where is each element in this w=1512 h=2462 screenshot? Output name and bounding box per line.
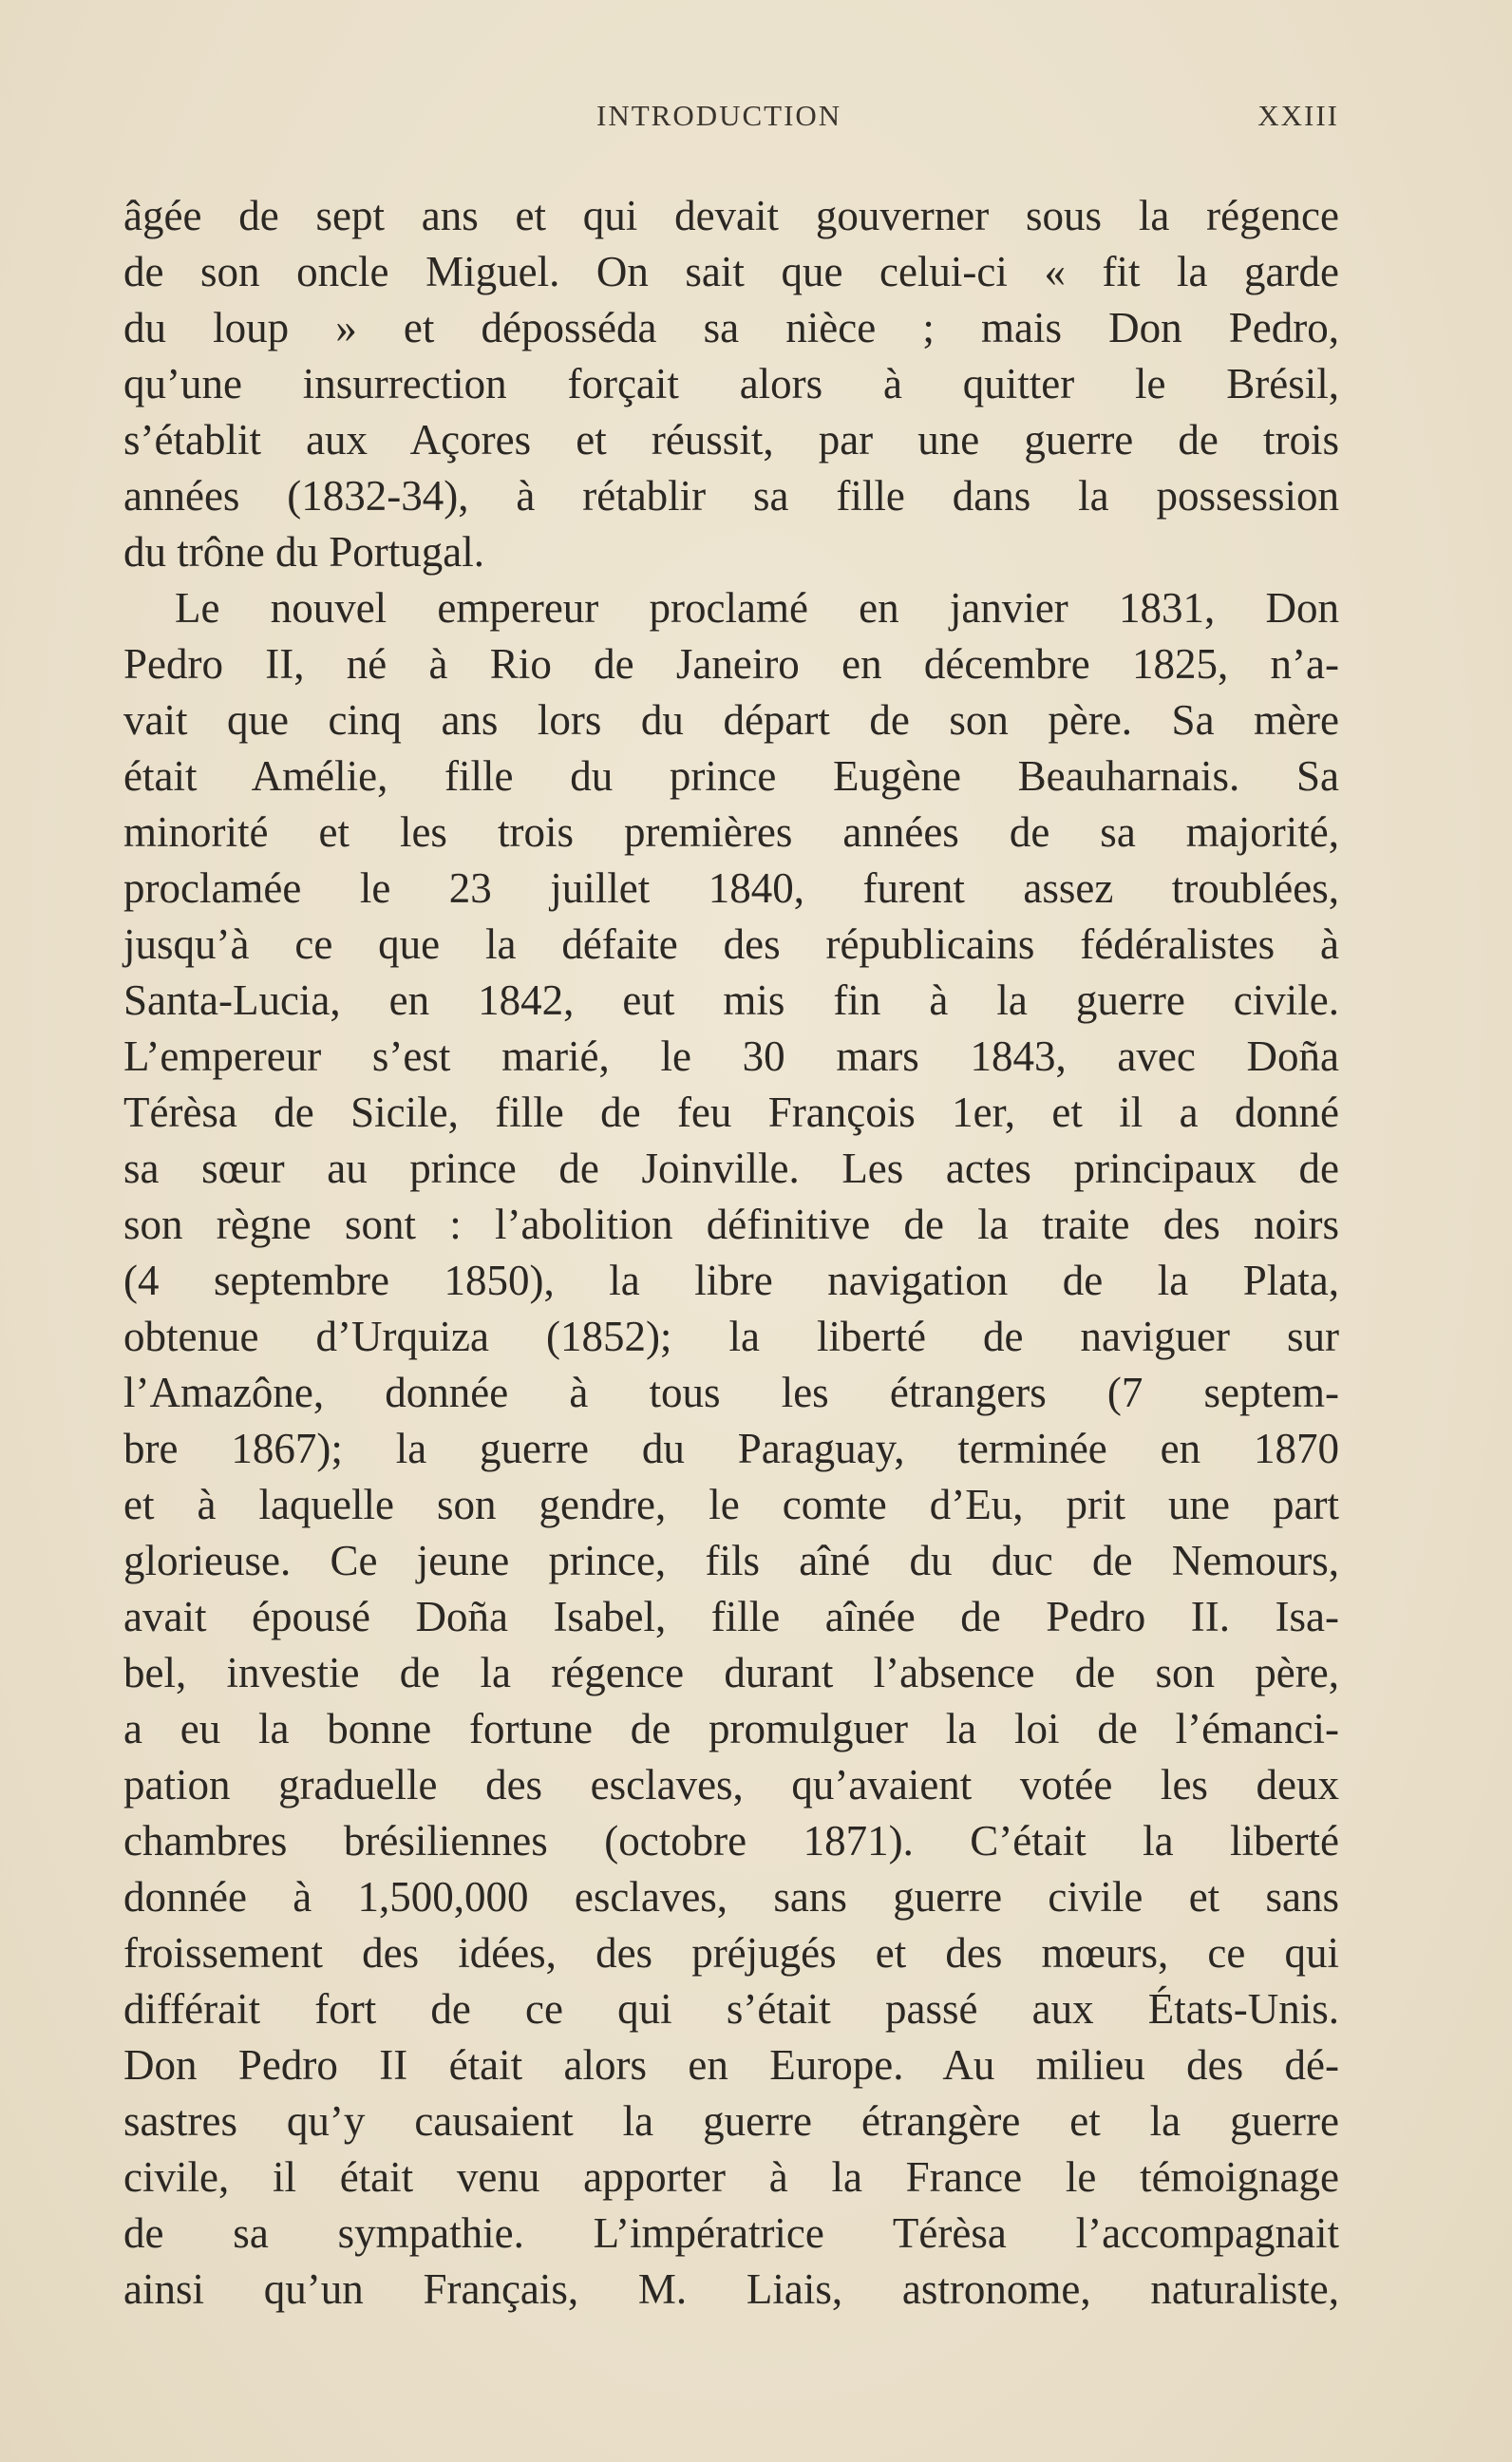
text-line: ainsi qu’un Français, M. Liais, astronome, naturaliste,: [123, 2265, 1339, 2313]
text-line: et à laquelle son gendre, le comte d’Eu, prit une part: [123, 1481, 1339, 1528]
text-line: L’empereur s’est marié, le 30 mars 1843, avec Doña: [123, 1032, 1339, 1080]
text-line: âgée de sept ans et qui devait gouverner sous la régence: [123, 192, 1339, 239]
text-line: s’établit aux Açores et réussit, par une guerre de trois: [123, 416, 1339, 464]
text-line: chambres brésiliennes (octobre 1871). C’était la liberté: [123, 1817, 1339, 1865]
text-line: sa sœur au prince de Joinville. Les actes principaux de: [123, 1145, 1339, 1192]
text-line: a eu la bonne fortune de promulguer la loi de l’émanci-: [123, 1705, 1339, 1752]
text-line: de son oncle Miguel. On sait que celui-ci « fit la garde: [123, 248, 1339, 295]
text-line: Pedro II, né à Rio de Janeiro en décembre 1825, n’a-: [123, 640, 1339, 688]
text-line: était Amélie, fille du prince Eugène Beauharnais. Sa: [123, 752, 1339, 800]
text-line: années (1832-34), à rétablir sa fille dans la possession: [123, 472, 1339, 520]
text-line: de sa sympathie. L’impératrice Térèsa l’accompagnait: [123, 2209, 1339, 2257]
running-head: INTRODUCTION: [596, 99, 842, 132]
text-line: du trône du Portugal.: [123, 528, 484, 576]
text-line: l’Amazône, donnée à tous les étrangers (7 septem-: [123, 1369, 1339, 1416]
text-line: du loup » et déposséda sa nièce ; mais Don Pedro,: [123, 304, 1339, 351]
text-line: sastres qu’y causaient la guerre étrangère et la guerre: [123, 2097, 1339, 2145]
text-line: bre 1867); la guerre du Paraguay, terminée en 1870: [123, 1425, 1339, 1472]
page-header: [123, 99, 1339, 141]
text-line: glorieuse. Ce jeune prince, fils aîné du duc de Nemours,: [123, 1537, 1339, 1584]
text-line: Le nouvel empereur proclamé en janvier 1831, Don: [175, 584, 1339, 632]
text-line: civile, il était venu apporter à la France le témoignage: [123, 2153, 1339, 2201]
text-line: minorité et les trois premières années de sa majorité,: [123, 808, 1339, 856]
text-line: qu’une insurrection forçait alors à quitter le Brésil,: [123, 360, 1339, 407]
text-line: jusqu’à ce que la défaite des républicains fédéralistes à: [123, 920, 1339, 968]
text-line: (4 septembre 1850), la libre navigation de la Plata,: [123, 1257, 1339, 1304]
text-line: obtenue d’Urquiza (1852); la liberté de naviguer sur: [123, 1313, 1339, 1360]
text-line: avait épousé Doña Isabel, fille aînée de Pedro II. Isa-: [123, 1593, 1339, 1640]
page-number: XXIII: [1257, 99, 1339, 132]
text-line: Térèsa de Sicile, fille de feu François 1er, et il a donné: [123, 1089, 1339, 1136]
text-line: Santa-Lucia, en 1842, eut mis fin à la guerre civile.: [123, 976, 1339, 1024]
text-line: proclamée le 23 juillet 1840, furent assez troublées,: [123, 864, 1339, 912]
text-line: pation graduelle des esclaves, qu’avaient votée les deux: [123, 1761, 1339, 1809]
text-line: Don Pedro II était alors en Europe. Au milieu des dé-: [123, 2041, 1339, 2089]
text-line: froissement des idées, des préjugés et des mœurs, ce qui: [123, 1929, 1339, 1977]
text-line: son règne sont : l’abolition définitive de la traite des noirs: [123, 1201, 1339, 1248]
text-line: donnée à 1,500,000 esclaves, sans guerre civile et sans: [123, 1873, 1339, 1921]
body-text: [123, 188, 1339, 2318]
text-line: vait que cinq ans lors du départ de son père. Sa mère: [123, 696, 1339, 744]
text-line: bel, investie de la régence durant l’absence de son père,: [123, 1649, 1339, 1696]
text-line: différait fort de ce qui s’était passé aux États-Unis.: [123, 1985, 1339, 2033]
